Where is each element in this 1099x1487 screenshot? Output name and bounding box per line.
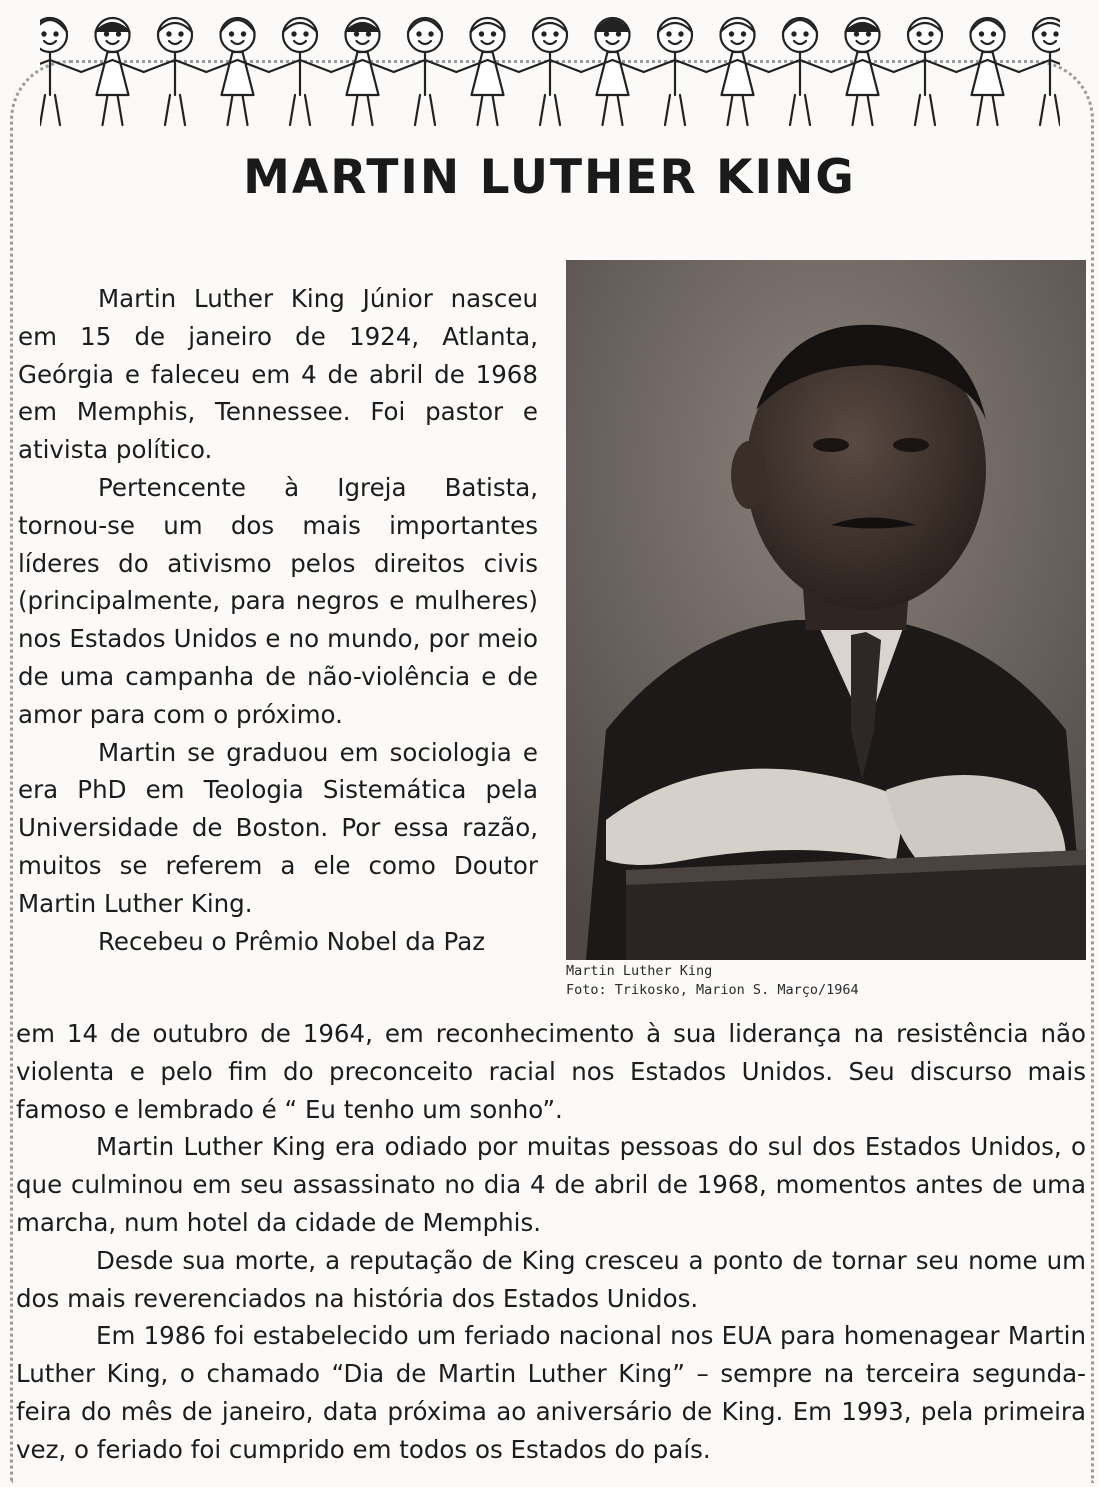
portrait-image	[566, 260, 1086, 960]
portrait-photo	[566, 260, 1086, 960]
child-figure	[894, 18, 957, 125]
page-title: MARTIN LUTHER KING	[243, 150, 856, 205]
child-figure	[1019, 18, 1060, 125]
child-figure	[81, 18, 144, 125]
paragraph-nobel-rest: em 14 de outubro de 1964, em reconhecimento à sua liderança na resistência não violenta e pelo fim do preconceito racial nos Estados Unidos. Seu discurso mais famoso e lembrado é “ Eu tenho um sonho”.	[16, 1019, 1086, 1124]
paragraph-education: Martin se graduou em sociologia e era PhD em Teologia Sistemática pela Universidade de Boston. Por essa razão, muitos se referem a ele como Doutor Martin Luther King.	[18, 737, 538, 918]
left-column-text	[18, 280, 538, 960]
paragraph-church: Pertencente à Igreja Batista, tornou-se um dos mais importantes líderes do ativismo pelos direitos civis (principalmente, para negros e mulheres) nos Estados Unidos e no mundo, por meio de uma campanha de não-violência e de amor para com o próximo.	[18, 472, 538, 729]
child-figure	[331, 18, 394, 125]
caption-subject: Martin Luther King	[566, 963, 713, 979]
child-figure	[956, 18, 1019, 125]
paragraph-holiday: Em 1986 foi estabelecido um feriado nacional nos EUA para homenagear Martin Luther King, o chamado “Dia de Martin Luther King” – sempre na terceira segunda-feira do mês de janeiro, data próxima ao aniversário de King. Em 1993, pela primeira vez, o feriado foi cumprido em todos os Estados do país.	[16, 1321, 1086, 1464]
child-figure	[269, 18, 332, 125]
child-figure	[581, 18, 644, 125]
child-figure	[206, 18, 269, 125]
child-figure	[769, 18, 832, 125]
child-figure	[644, 18, 707, 125]
paragraph-nobel-start: Recebeu o Prêmio Nobel da Paz	[98, 926, 486, 956]
full-width-text	[16, 1015, 1086, 1469]
child-figure	[706, 18, 769, 125]
child-figure	[394, 18, 457, 125]
paragraph-birth: Martin Luther King Júnior nasceu em 15 de janeiro de 1924, Atlanta, Geórgia e faleceu em 4 de abril de 1968 em Memphis, Tennessee. Foi pastor e ativista político.	[18, 284, 538, 465]
child-figure	[456, 18, 519, 125]
child-figure	[40, 18, 81, 125]
child-figure	[519, 18, 582, 125]
photo-caption	[566, 962, 859, 1000]
paragraph-assassination: Martin Luther King era odiado por muitas pessoas do sul dos Estados Unidos, o que culminou em seu assassinato no dia 4 de abril de 1968, momentos antes de uma marcha, num hotel da cidade de Memphis.	[16, 1132, 1086, 1237]
children-holding-hands-illustration	[40, 0, 1060, 135]
child-figure	[831, 18, 894, 125]
paragraph-legacy: Desde sua morte, a reputação de King cresceu a ponto de tornar seu nome um dos mais reverenciados na história dos Estados Unidos.	[16, 1245, 1086, 1313]
caption-credit: Foto: Trikosko, Marion S. Março/1964	[566, 982, 859, 998]
child-figure	[144, 18, 207, 125]
